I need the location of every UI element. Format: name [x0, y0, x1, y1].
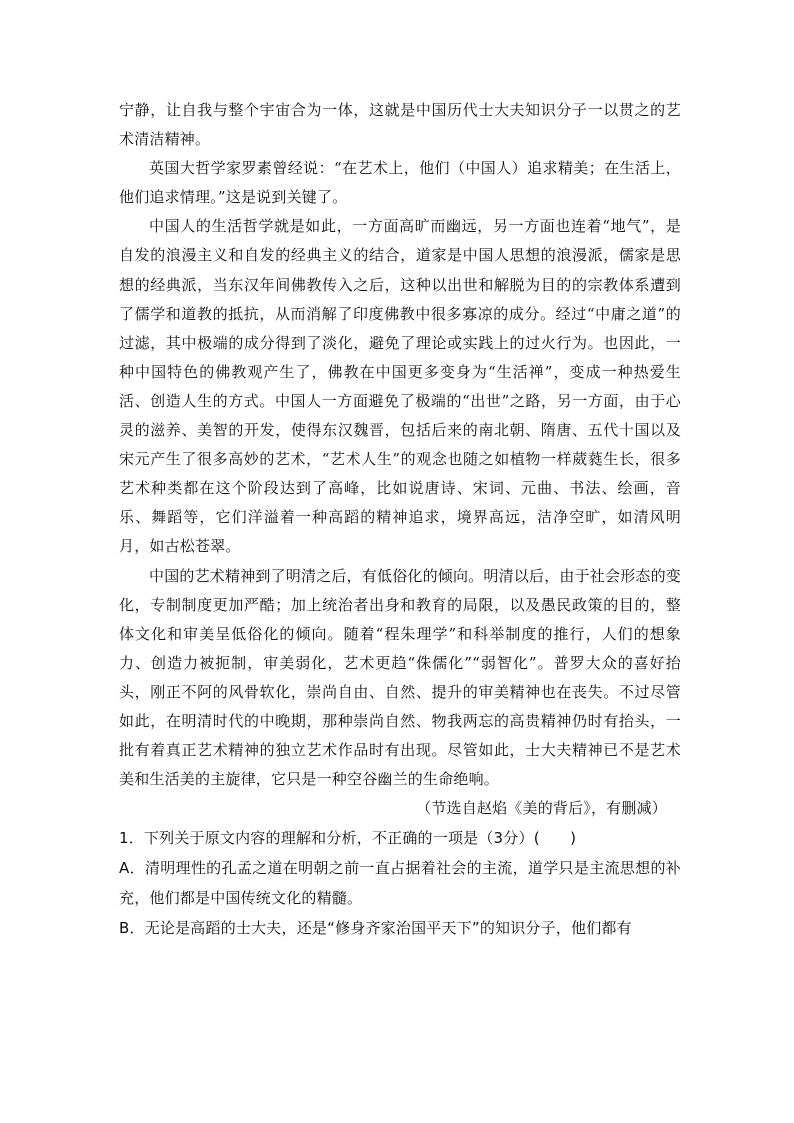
question-1-stem: 1．下列关于原文内容的理解和分析，不正确的一项是（3分）( )	[119, 829, 577, 848]
question-1-option-a: A．清明理性的孔孟之道在明朝之前一直占据着社会的主流，道学只是主流思想的补充，他们都是中国传统文化的精髓。	[119, 859, 681, 908]
question-1-option-b: B．无论是高蹈的士大夫，还是“修身齐家治国平天下”的知识分子，他们都有	[119, 919, 632, 938]
question-section	[119, 823, 681, 943]
reading-passage	[119, 96, 681, 823]
page-content	[119, 96, 681, 943]
passage-paragraph-3: 中国人的生活哲学就是如此，一方面高旷而幽远，另一方面也连着“地气”，是自发的浪漫主义和自发的经典主义的结合，道家是中国人思想的浪漫派，儒家是思想的经典派，当东汉年间佛教传入之后，这种以出世和解脱为目的的宗教体系遭到了儒学和道教的抵抗，从而消解了印度佛教中很多寡凉的成分。经过“中庸之道”的过滤，其中极端的成分得到了淡化，避免了理论或实践上的过火行为。也因此，一种中国特色的佛教观产生了，佛教在中国更多变身为“生活禅”，变成一种热爱生活、创造人生的方式。中国人一方面避免了极端的“出世”之路，另一方面，由于心灵的滋养、美智的开发，使得东汉魏晋，包括后来的南北朝、隋唐、五代十国以及宋元产生了很多高妙的艺术，“艺术人生”的观念也随之如植物一样葳蕤生长，很多艺术种类都在这个阶段达到了高峰，比如说唐诗、宋词、元曲、书法、绘画，音乐、舞蹈等，它们洋溢着一种高蹈的精神追求，境界高远，洁净空旷，如清风明月，如古松苍翠。	[119, 217, 681, 556]
passage-paragraph-1: 宁静，让自我与整个宇宙合为一体，这就是中国历代士大夫知识分子一以贯之的艺术清洁精神。	[119, 101, 681, 149]
passage-paragraph-2: 英国大哲学家罗素曾经说：“在艺术上，他们（中国人）追求精美；在生活上，他们追求情理。”这是说到关键了。	[119, 159, 681, 207]
passage-source-note: （节选自赵焰《美的背后》，有删减）	[416, 799, 667, 818]
passage-paragraph-4: 中国的艺术精神到了明清之后，有低俗化的倾向。明清以后，由于社会形态的变化，专制制度更加严酷；加上统治者出身和教育的局限，以及愚民政策的目的，整体文化和审美呈低俗化的倾向。随着“程朱理学”和科举制度的推行，人们的想象力、创造力被扼制，审美弱化，艺术更趋“侏儒化”“弱智化”。普罗大众的喜好抬头，刚正不阿的风骨软化，崇尚自由、自然、提升的审美精神也在丧失。不过尽管如此，在明清时代的中晚期，那种崇尚自然、物我两忘的高贵精神仍时有抬头，一批有着真正艺术精神的独立艺术作品时有出现。尽管如此，士大夫精神已不是艺术美和生活美的主旋律，它只是一种空谷幽兰的生命绝响。	[119, 566, 682, 789]
